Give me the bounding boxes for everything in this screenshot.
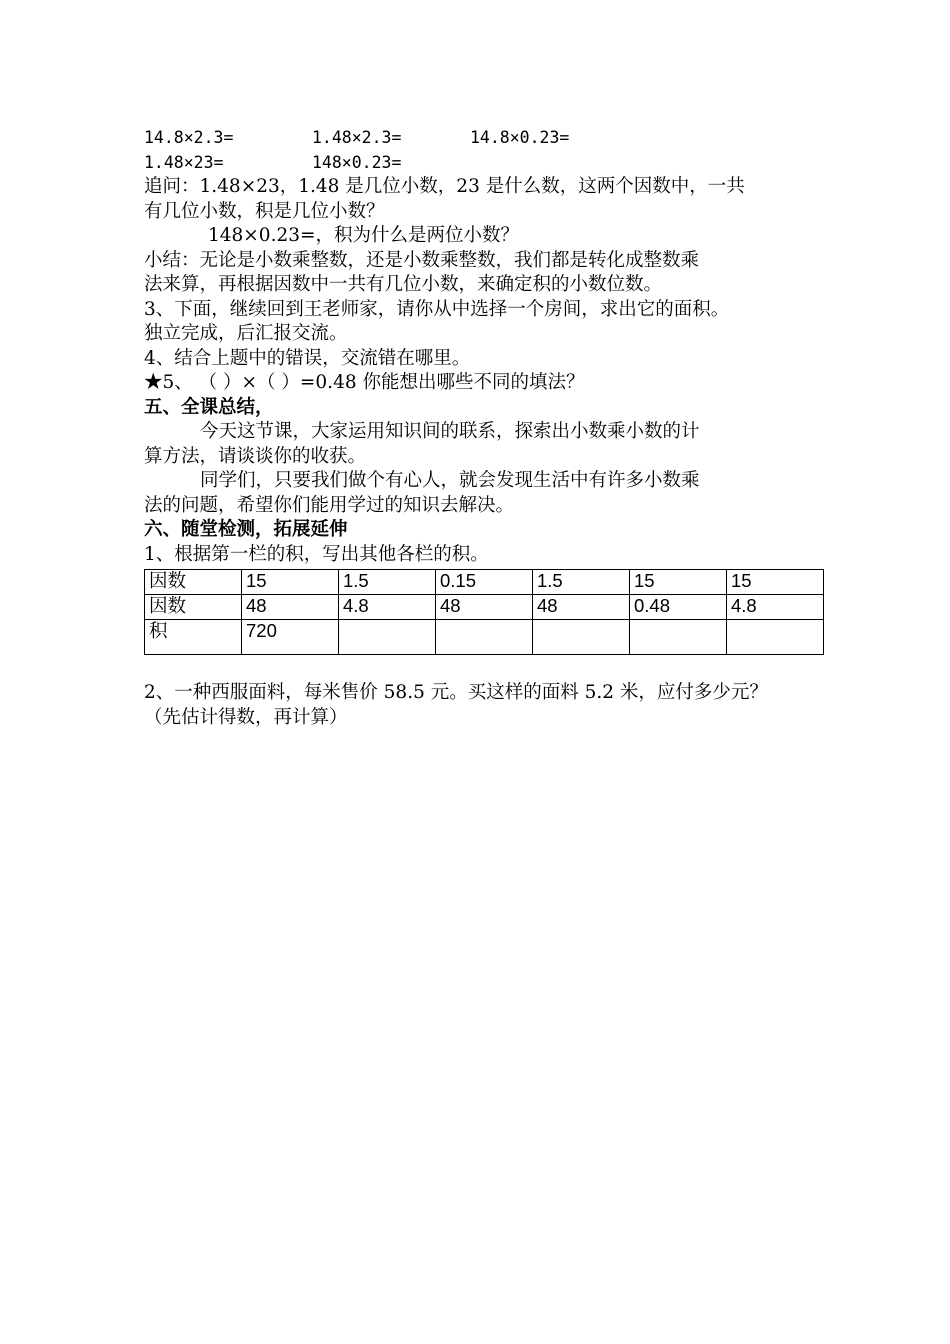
table-cell: 1.5 <box>533 570 630 595</box>
table-cell <box>339 620 436 655</box>
table-cell: 4.8 <box>339 595 436 620</box>
question-2-line: 2、一种西服面料，每米售价 58.5 元。买这样的面料 5.2 米，应付多少元？ <box>144 682 768 703</box>
calc-item: 14.8×2.3= <box>144 128 234 147</box>
calc-row-1 <box>144 126 824 151</box>
table-cell <box>533 620 630 655</box>
section-6-title: 六、随堂检测，拓展延伸 <box>144 519 348 540</box>
item-3-line: 3、下面，继续回到王老师家，请你从中选择一个房间，求出它的面积。 <box>144 298 730 320</box>
row-header-cell: 因数 <box>145 570 242 595</box>
table-row <box>145 620 824 655</box>
row-header-cell: 积 <box>145 620 242 655</box>
section-5-paragraph-line: 法的问题，希望你们能用学过的知识去解决。 <box>144 494 515 516</box>
table-cell: 1.5 <box>339 570 436 595</box>
question-2-line: （先估计得数，再计算） <box>144 706 348 728</box>
table-cell: 48 <box>242 595 339 620</box>
table-cell: 48 <box>436 595 533 620</box>
table-cell <box>436 620 533 655</box>
section-5-paragraph-line: 同学们，只要我们做个有心人，就会发现生活中有许多小数乘 <box>200 470 700 491</box>
product-table <box>144 569 824 655</box>
document-page <box>144 126 824 730</box>
summary-line: 法来算，再根据因数中一共有几位小数，来确定积的小数位数。 <box>144 274 663 295</box>
followup-question: 148×0.23=，积为什么是两位小数？ <box>208 225 520 246</box>
item-5: ★5、 （ ）×（ ）=0.48 你能想出哪些不同的填法？ <box>144 372 585 393</box>
table-row <box>145 570 824 595</box>
calc-item: 1.48×23= <box>144 152 224 172</box>
table-cell: 4.8 <box>727 595 824 620</box>
table-cell: 0.48 <box>630 595 727 620</box>
section-5-paragraph-line: 算方法，请谈谈你的收获。 <box>144 445 367 467</box>
table-cell: 15 <box>630 570 727 595</box>
item-3-line: 独立完成，后汇报交流。 <box>144 323 348 344</box>
calc-item: 1.48×2.3= <box>312 128 402 147</box>
item-4: 4、结合上题中的错误，交流错在哪里。 <box>144 347 471 369</box>
table-cell: 720 <box>242 620 339 655</box>
table-cell: 15 <box>242 570 339 595</box>
table-cell <box>727 620 824 655</box>
table-cell: 15 <box>727 570 824 595</box>
section-5-title: 五、全课总结， <box>144 396 274 418</box>
table-row <box>145 595 824 620</box>
table-cell <box>630 620 727 655</box>
question-1: 1、根据第一栏的积，写出其他各栏的积。 <box>144 543 489 565</box>
calc-item: 148×0.23= <box>312 152 402 172</box>
calc-item: 14.8×0.23= <box>470 128 570 147</box>
summary-line: 小结：无论是小数乘整数，还是小数乘整数，我们都是转化成整数乘 <box>144 249 700 271</box>
table-cell: 0.15 <box>436 570 533 595</box>
followup-line: 有几位小数，积是几位小数？ <box>144 200 385 222</box>
row-header-cell: 因数 <box>145 595 242 620</box>
calc-row-2 <box>144 151 824 176</box>
followup-line: 追问：1.48×23，1.48 是几位小数，23 是什么数，这两个因数中，一共 <box>144 176 745 197</box>
section-5-paragraph-line: 今天这节课，大家运用知识间的联系，探索出小数乘小数的计 <box>200 421 700 442</box>
table-cell: 48 <box>533 595 630 620</box>
